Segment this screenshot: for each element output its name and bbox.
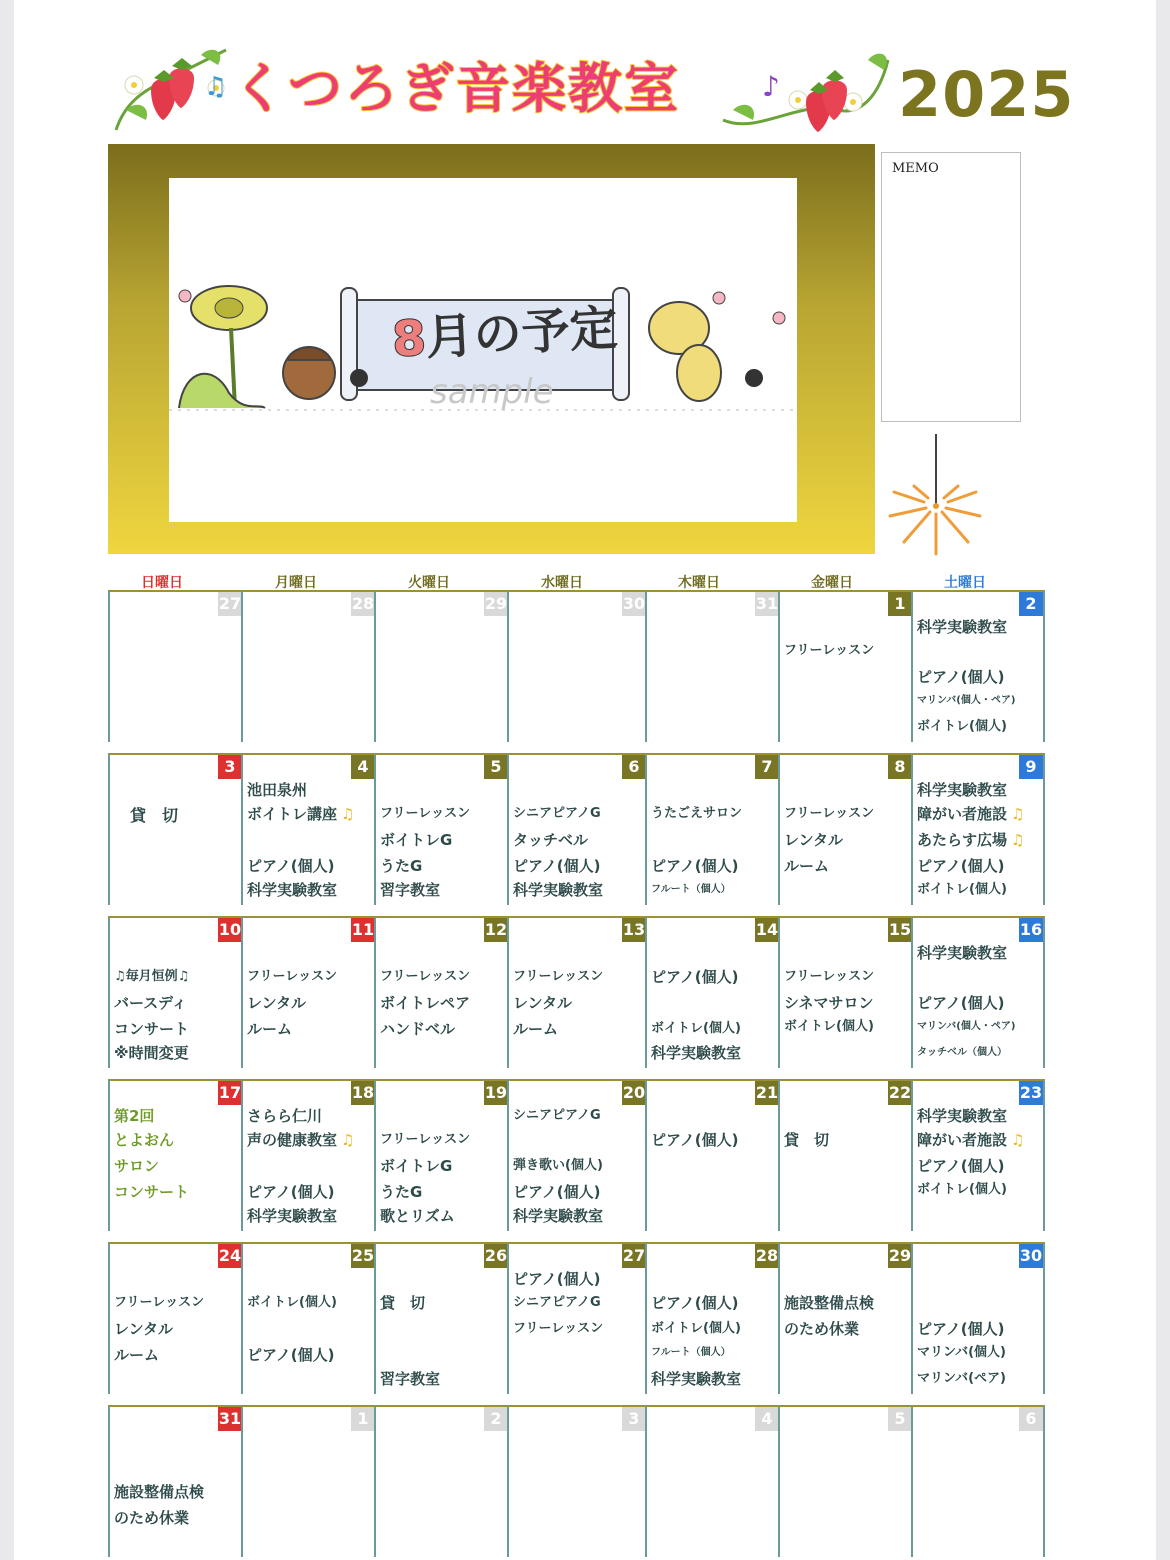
event-label: 科学実験教室 xyxy=(513,881,604,899)
date-badge: 14 xyxy=(755,918,779,942)
strawberry-decoration-right xyxy=(718,40,898,145)
event-item xyxy=(513,1018,639,1040)
event-label: ピアノ(個人) xyxy=(917,1157,1005,1175)
event-label: バースディ xyxy=(114,994,187,1012)
date-badge: 31 xyxy=(755,592,779,616)
event-item xyxy=(513,1105,639,1127)
event-label: フリーレッスン xyxy=(380,969,471,984)
event-item xyxy=(114,1292,240,1314)
day-cell xyxy=(374,1079,508,1231)
event-item xyxy=(380,966,506,988)
date-badge: 30 xyxy=(1019,1244,1043,1268)
event-item xyxy=(380,1368,506,1390)
event-label: 科学実験教室 xyxy=(513,1207,604,1225)
event-label: 歌とリズム xyxy=(380,1207,455,1225)
event-label: 科学実験教室 xyxy=(247,1207,338,1225)
event-item xyxy=(247,966,373,988)
event-item xyxy=(917,690,1043,712)
day-cell xyxy=(778,1242,912,1394)
date-badge: 20 xyxy=(622,1081,646,1105)
music-note-icon: ♫ xyxy=(1011,831,1025,849)
date-badge: 4 xyxy=(351,755,375,779)
date-badge: 25 xyxy=(351,1244,375,1268)
event-label: フリーレッスン xyxy=(380,1132,471,1147)
day-cell xyxy=(374,753,508,905)
event-item xyxy=(784,1016,910,1038)
event-item xyxy=(917,942,1043,964)
music-note-icon: ♫ xyxy=(1011,1131,1025,1149)
event-label: ♫毎月恒例♫ xyxy=(114,969,190,984)
event-item xyxy=(380,1181,506,1203)
event-label: 貸 切 xyxy=(784,1131,830,1149)
event-label: マリンバ(個人・ペア) xyxy=(917,695,1016,706)
event-label: さらら仁川 xyxy=(247,1107,323,1125)
day-cell xyxy=(108,590,242,742)
date-badge: 11 xyxy=(351,918,375,942)
event-label: ルーム xyxy=(784,857,830,875)
event-label: 習字教室 xyxy=(380,881,441,899)
event-label: ボイトレ(個人) xyxy=(651,1321,741,1336)
memo-label: MEMO xyxy=(892,161,939,176)
date-badge: 23 xyxy=(1019,1081,1043,1105)
event-item xyxy=(917,716,1043,738)
event-label: シニアピアノG xyxy=(513,806,601,821)
event-label: シネマサロン xyxy=(784,994,874,1012)
date-badge: 8 xyxy=(888,755,912,779)
date-badge: 9 xyxy=(1019,755,1043,779)
event-label: ピアノ(個人) xyxy=(651,857,739,875)
event-label: うたG xyxy=(380,857,423,875)
event-label: 科学実験教室 xyxy=(917,1107,1008,1125)
date-badge: 19 xyxy=(484,1081,508,1105)
event-item xyxy=(651,803,777,825)
event-item xyxy=(513,1268,639,1290)
event-item xyxy=(247,1105,373,1127)
event-item xyxy=(651,966,777,988)
event-label: 科学実験教室 xyxy=(651,1044,742,1062)
event-label: 科学実験教室 xyxy=(917,944,1008,962)
event-item xyxy=(114,1042,240,1064)
event-label: フリーレッスン xyxy=(247,969,338,984)
event-label: 習字教室 xyxy=(380,1370,441,1388)
date-badge: 6 xyxy=(622,755,646,779)
event-label: ハンドベル xyxy=(380,1020,456,1038)
date-badge: 24 xyxy=(218,1244,242,1268)
date-badge: 2 xyxy=(1019,592,1043,616)
event-label: ピアノ(個人) xyxy=(513,1183,601,1201)
music-note-icon: ♫ xyxy=(1011,805,1025,823)
event-item xyxy=(917,992,1043,1014)
event-label: 施設整備点検 xyxy=(114,1483,205,1501)
event-label: ルーム xyxy=(114,1346,160,1364)
event-item xyxy=(917,1042,1043,1064)
event-item xyxy=(784,966,910,988)
event-label: ピアノ(個人) xyxy=(651,968,739,986)
event-label: レンタル xyxy=(114,1320,174,1338)
event-item xyxy=(114,1318,240,1340)
day-cell xyxy=(507,590,646,742)
event-item xyxy=(917,779,1043,801)
event-item xyxy=(380,855,506,877)
event-label: フルート（個人） xyxy=(651,884,731,895)
date-badge: 29 xyxy=(484,592,508,616)
event-label: ピアノ(個人) xyxy=(513,1270,601,1288)
event-item xyxy=(784,1318,910,1340)
day-cell xyxy=(507,916,646,1068)
event-label: ピアノ(個人) xyxy=(917,857,1005,875)
watermark: sample xyxy=(430,372,554,412)
event-label: コンサート xyxy=(114,1020,190,1038)
event-item xyxy=(513,829,639,851)
event-item xyxy=(917,803,1043,825)
event-label: 弾き歌い(個人) xyxy=(513,1158,603,1173)
event-item xyxy=(513,1292,639,1314)
event-label: タッチベル xyxy=(513,831,589,849)
event-item xyxy=(513,1181,639,1203)
day-cell xyxy=(241,916,375,1068)
weekday-fri: 金曜日 xyxy=(811,575,853,591)
event-item xyxy=(247,1018,373,1040)
event-label: ピアノ(個人) xyxy=(917,1320,1005,1338)
date-badge: 2 xyxy=(484,1407,508,1431)
event-item xyxy=(651,1129,777,1151)
day-cell xyxy=(778,916,912,1068)
day-cell xyxy=(507,753,646,905)
event-item xyxy=(917,1105,1043,1127)
date-badge: 16 xyxy=(1019,918,1043,942)
date-badge: 28 xyxy=(755,1244,779,1268)
day-cell xyxy=(374,1242,508,1394)
date-badge: 21 xyxy=(755,1081,779,1105)
day-cell xyxy=(241,1079,375,1231)
event-item xyxy=(784,992,910,1014)
event-label: ボイトレペア xyxy=(380,994,471,1012)
event-label: 科学実験教室 xyxy=(247,881,338,899)
event-item xyxy=(651,1342,777,1364)
date-badge: 7 xyxy=(755,755,779,779)
event-label: とよおん xyxy=(114,1131,175,1149)
event-label: ピアノ(個人) xyxy=(247,857,335,875)
event-item xyxy=(247,1292,373,1314)
event-item xyxy=(247,1129,373,1151)
event-item xyxy=(917,1342,1043,1364)
event-item xyxy=(513,1318,639,1340)
event-item xyxy=(784,640,910,662)
memo-box[interactable] xyxy=(881,152,1021,422)
event-item xyxy=(380,992,506,1014)
event-item xyxy=(513,803,639,825)
date-badge: 13 xyxy=(622,918,646,942)
day-cell xyxy=(645,1079,779,1231)
event-label: 第2回 xyxy=(114,1107,155,1125)
event-item xyxy=(513,966,639,988)
day-cell xyxy=(241,590,375,742)
event-item xyxy=(651,1318,777,1340)
weekday-wed: 水曜日 xyxy=(541,575,583,591)
date-badge: 22 xyxy=(888,1081,912,1105)
event-item xyxy=(114,1155,240,1177)
event-item xyxy=(114,1344,240,1366)
event-label: 貸 切 xyxy=(380,1294,426,1312)
day-cell xyxy=(108,1405,242,1557)
date-badge: 10 xyxy=(218,918,242,942)
event-label: レンタル xyxy=(513,994,573,1012)
event-item xyxy=(917,1179,1043,1201)
day-cell xyxy=(911,1242,1045,1394)
event-label: フルート（個人） xyxy=(651,1347,731,1358)
event-label: タッチベル（個人） xyxy=(917,1047,1007,1058)
day-cell xyxy=(108,1242,242,1394)
event-label: ピアノ(個人) xyxy=(917,994,1005,1012)
event-label: 科学実験教室 xyxy=(651,1370,742,1388)
event-label: サロン xyxy=(114,1157,160,1175)
event-label: フリーレッスン xyxy=(784,969,875,984)
event-label: 施設整備点検 xyxy=(784,1294,875,1312)
event-label: フリーレッスン xyxy=(513,969,604,984)
weekday-thu: 木曜日 xyxy=(678,575,720,591)
event-label: コンサート xyxy=(114,1183,190,1201)
event-label: フリーレッスン xyxy=(513,1321,604,1336)
event-item xyxy=(114,1105,240,1127)
event-label: ピアノ(個人) xyxy=(513,857,601,875)
event-label: ボイトレ講座 xyxy=(247,805,338,823)
event-label: シニアピアノG xyxy=(513,1295,601,1310)
date-badge: 26 xyxy=(484,1244,508,1268)
event-item xyxy=(651,1368,777,1390)
event-item xyxy=(651,1042,777,1064)
event-label: のため休業 xyxy=(114,1509,190,1527)
date-badge: 3 xyxy=(622,1407,646,1431)
event-label: マリンバ(ペア) xyxy=(917,1371,1006,1386)
event-item xyxy=(247,1181,373,1203)
event-label: マリンバ(個人) xyxy=(917,1345,1006,1360)
event-item xyxy=(651,879,777,901)
date-badge: 18 xyxy=(351,1081,375,1105)
page-title: くつろぎ音楽教室 xyxy=(232,57,680,120)
day-cell xyxy=(108,753,242,905)
event-label: ボイトレ(個人) xyxy=(247,1295,337,1310)
music-note-icon: ♪ xyxy=(762,70,780,103)
event-label: ピアノ(個人) xyxy=(651,1294,739,1312)
banner-month: 8 xyxy=(390,310,428,368)
day-cell xyxy=(507,1079,646,1231)
event-label: ボイトレ(個人) xyxy=(917,719,1007,734)
event-label: 貸 切 xyxy=(130,806,179,825)
weekday-sun: 日曜日 xyxy=(141,575,183,591)
event-item xyxy=(380,829,506,851)
event-item xyxy=(380,803,506,825)
event-item xyxy=(784,803,910,825)
event-label: ボイトレ(個人) xyxy=(651,1021,741,1036)
event-item xyxy=(513,855,639,877)
event-item xyxy=(114,992,240,1014)
event-label: 池田泉州 xyxy=(247,781,308,799)
date-badge: 12 xyxy=(484,918,508,942)
event-label: ボイトレ(個人) xyxy=(917,882,1007,897)
event-label: うたごえサロン xyxy=(651,806,743,821)
sparkler-icon xyxy=(884,434,984,564)
date-badge: 4 xyxy=(755,1407,779,1431)
music-note-icon: ♫ xyxy=(204,72,228,102)
event-item xyxy=(380,1018,506,1040)
event-item xyxy=(784,1129,910,1151)
day-cell xyxy=(645,1405,779,1557)
day-cell xyxy=(778,753,912,905)
event-label: ピアノ(個人) xyxy=(247,1346,335,1364)
date-badge: 15 xyxy=(888,918,912,942)
event-label: あたらす広場 xyxy=(917,831,1008,849)
event-label: ボイトレ(個人) xyxy=(917,1182,1007,1197)
date-badge: 17 xyxy=(218,1081,242,1105)
music-note-icon: ♫ xyxy=(341,805,355,823)
date-badge: 5 xyxy=(888,1407,912,1431)
day-cell xyxy=(241,1242,375,1394)
event-label: ピアノ(個人) xyxy=(917,668,1005,686)
date-badge: 28 xyxy=(351,592,375,616)
event-label: 科学実験教室 xyxy=(917,781,1008,799)
event-item xyxy=(917,616,1043,638)
event-item xyxy=(784,1292,910,1314)
date-badge: 29 xyxy=(888,1244,912,1268)
event-item xyxy=(114,966,240,988)
date-badge: 1 xyxy=(351,1407,375,1431)
music-note-icon: ♫ xyxy=(341,1131,355,1149)
banner-title-rest: 月の予定 xyxy=(424,300,619,367)
event-item xyxy=(917,879,1043,901)
date-badge: 27 xyxy=(218,592,242,616)
event-label: 障がい者施設 xyxy=(917,805,1008,823)
date-badge: 1 xyxy=(888,592,912,616)
day-cell xyxy=(911,590,1045,742)
event-item xyxy=(380,1129,506,1151)
event-label: ルーム xyxy=(247,1020,293,1038)
event-label: ルーム xyxy=(513,1020,559,1038)
event-label: フリーレッスン xyxy=(784,806,875,821)
event-item xyxy=(114,1018,240,1040)
event-item xyxy=(513,1205,639,1227)
day-cell xyxy=(778,1405,912,1557)
day-cell xyxy=(108,916,242,1068)
event-item xyxy=(513,992,639,1014)
event-label: フリーレッスン xyxy=(784,643,875,658)
event-item xyxy=(247,803,373,825)
event-label: レンタル xyxy=(784,831,844,849)
date-badge: 30 xyxy=(622,592,646,616)
date-badge: 5 xyxy=(484,755,508,779)
event-item xyxy=(513,879,639,901)
day-cell xyxy=(507,1405,646,1557)
event-label: ピアノ(個人) xyxy=(651,1131,739,1149)
event-item xyxy=(917,1368,1043,1390)
event-label: シニアピアノG xyxy=(513,1108,601,1123)
event-label: フリーレッスン xyxy=(380,806,471,821)
weekday-tue: 火曜日 xyxy=(408,575,450,591)
event-item xyxy=(380,1155,506,1177)
event-label: ボイトレG xyxy=(380,1157,453,1175)
event-item xyxy=(651,1292,777,1314)
event-label: ※時間変更 xyxy=(114,1044,189,1062)
event-label: ボイトレG xyxy=(380,831,453,849)
event-label: ボイトレ(個人) xyxy=(784,1019,874,1034)
event-label: のため休業 xyxy=(784,1320,860,1338)
event-item xyxy=(114,1481,240,1503)
event-item xyxy=(917,666,1043,688)
event-label: うたG xyxy=(380,1183,423,1201)
day-cell xyxy=(778,1079,912,1231)
event-label: レンタル xyxy=(247,994,307,1012)
event-item xyxy=(784,855,910,877)
event-item xyxy=(917,1155,1043,1177)
event-label: ピアノ(個人) xyxy=(247,1183,335,1201)
event-item xyxy=(247,879,373,901)
event-item xyxy=(917,855,1043,877)
day-cell xyxy=(108,1079,242,1231)
day-cell xyxy=(241,753,375,905)
event-label: マリンバ(個人・ペア) xyxy=(917,1021,1016,1032)
event-item xyxy=(784,829,910,851)
day-cell xyxy=(645,753,779,905)
event-item xyxy=(917,829,1043,851)
event-item xyxy=(380,1205,506,1227)
event-item xyxy=(247,1205,373,1227)
date-badge: 6 xyxy=(1019,1407,1043,1431)
event-item xyxy=(380,1292,506,1314)
event-item xyxy=(114,1129,240,1151)
event-item xyxy=(380,879,506,901)
day-cell xyxy=(911,753,1045,905)
event-label: フリーレッスン xyxy=(114,1295,205,1310)
date-badge: 31 xyxy=(218,1407,242,1431)
event-item xyxy=(130,805,256,827)
event-item xyxy=(247,1344,373,1366)
weekday-mon: 月曜日 xyxy=(275,575,317,591)
banner-title xyxy=(390,289,619,370)
event-item xyxy=(651,1018,777,1040)
day-cell xyxy=(778,590,912,742)
event-item xyxy=(114,1507,240,1529)
weekday-sat: 土曜日 xyxy=(944,575,986,591)
event-label: 声の健康教室 xyxy=(247,1131,338,1149)
event-item xyxy=(247,855,373,877)
day-cell xyxy=(374,1405,508,1557)
day-cell xyxy=(507,1242,646,1394)
day-cell xyxy=(645,590,779,742)
event-item xyxy=(651,855,777,877)
event-item xyxy=(917,1318,1043,1340)
event-item xyxy=(247,992,373,1014)
day-cell xyxy=(911,1405,1045,1557)
event-item xyxy=(513,1155,639,1177)
day-cell xyxy=(645,916,779,1068)
event-item xyxy=(247,779,373,801)
event-label: 障がい者施設 xyxy=(917,1131,1008,1149)
day-cell xyxy=(911,1079,1045,1231)
event-label: 科学実験教室 xyxy=(917,618,1008,636)
event-item xyxy=(917,1129,1043,1151)
day-cell xyxy=(911,916,1045,1068)
date-badge: 3 xyxy=(218,755,242,779)
day-cell xyxy=(374,916,508,1068)
year-label: 2025 xyxy=(898,58,1075,131)
event-item xyxy=(114,1181,240,1203)
day-cell xyxy=(241,1405,375,1557)
event-item xyxy=(917,1016,1043,1038)
day-cell xyxy=(645,1242,779,1394)
day-cell xyxy=(374,590,508,742)
date-badge: 27 xyxy=(622,1244,646,1268)
